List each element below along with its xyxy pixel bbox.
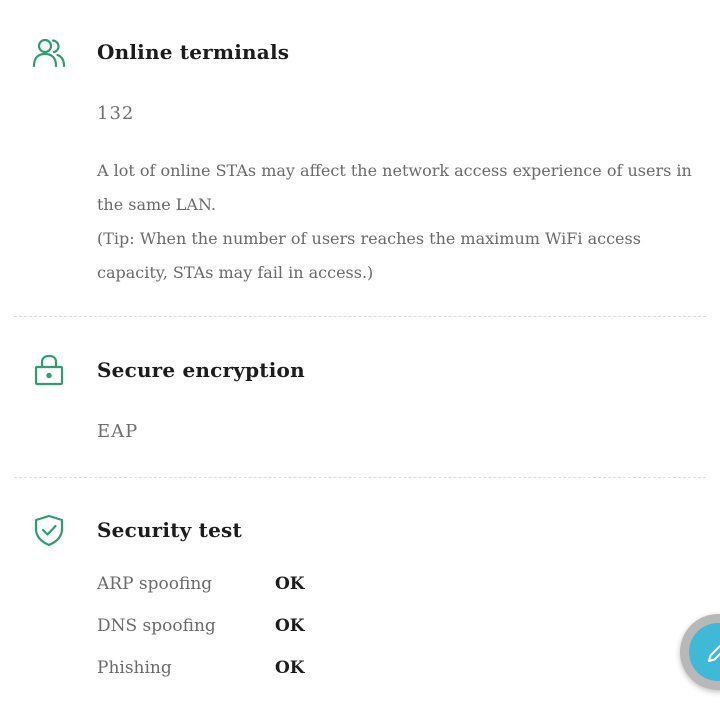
security-test-row-dns	[97, 616, 357, 646]
section-title-online-terminals: Online terminals	[97, 40, 290, 64]
security-test-row-phishing	[97, 658, 357, 688]
section-title-secure-encryption: Secure encryption	[97, 358, 305, 382]
online-terminals-count: 132	[97, 103, 135, 124]
section-divider	[14, 316, 706, 317]
fab-inner	[689, 623, 720, 681]
test-label: ARP spoofing	[97, 574, 213, 594]
test-status: OK	[275, 574, 305, 594]
encryption-type: EAP	[97, 421, 139, 442]
description-text: A lot of online STAs may affect the network access experience of users in the same LAN.	[97, 161, 692, 214]
test-status: OK	[275, 658, 305, 678]
lock-icon	[32, 353, 66, 387]
security-test-row-arp	[97, 574, 357, 604]
users-icon	[32, 36, 66, 70]
test-status: OK	[275, 616, 305, 636]
test-label: Phishing	[97, 658, 172, 678]
tip-text: (Tip: When the number of users reaches the maximum WiFi access capacity, STAs may fail in access.)	[97, 229, 641, 282]
pencil-icon	[706, 640, 720, 664]
test-label: DNS spoofing	[97, 616, 216, 636]
online-terminals-description	[97, 154, 695, 290]
shield-check-icon	[32, 513, 66, 547]
section-divider	[14, 477, 706, 478]
edit-fab-button[interactable]	[680, 614, 720, 690]
section-title-security-test: Security test	[97, 518, 242, 542]
